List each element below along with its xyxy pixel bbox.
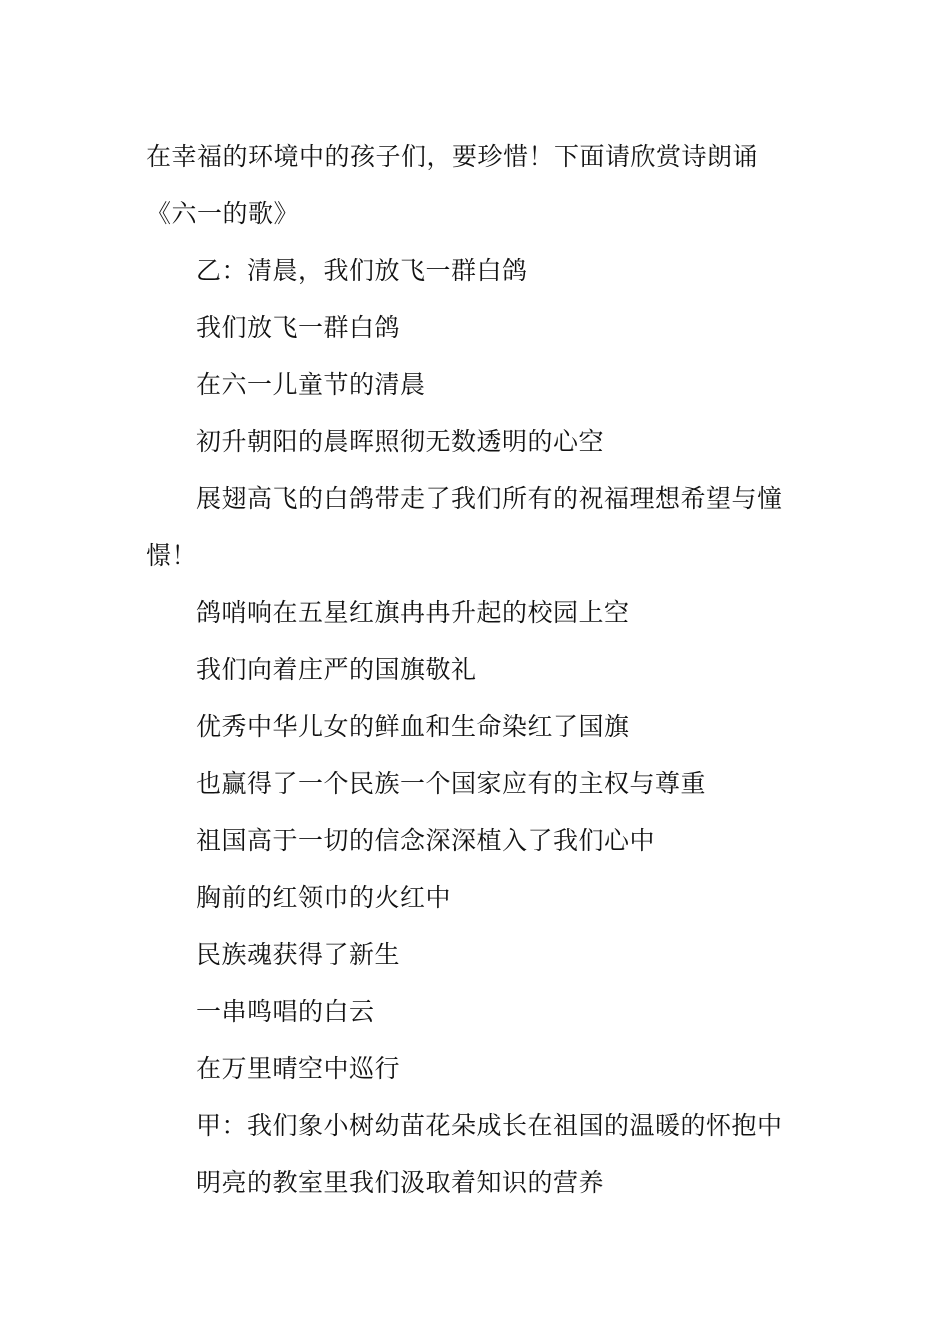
text-line: 憬！ [146,541,198,570]
text-line: 我们放飞一群白鸽 [196,313,401,342]
text-line: 展翅高飞的白鸽带走了我们所有的祝福理想希望与憧 [196,484,783,513]
poem-title-line: 《六一的歌》 [146,199,300,228]
text-line: 初升朝阳的晨晖照彻无数透明的心空 [196,427,605,456]
text-line: 在幸福的环境中的孩子们，要珍惜！下面请欣赏诗朗诵 [146,142,759,171]
text-line: 甲：我们象小树幼苗花朵成长在祖国的温暖的怀抱中 [196,1111,783,1140]
text-line: 鸽哨响在五星红旗冉冉升起的校园上空 [196,598,630,627]
text-line: 明亮的教室里我们汲取着知识的营养 [196,1168,605,1197]
text-line: 也赢得了一个民族一个国家应有的主权与尊重 [196,769,707,798]
text-line: 祖国高于一切的信念深深植入了我们心中 [196,826,656,855]
text-line: 我们向着庄严的国旗敬礼 [196,655,477,684]
text-line: 一串鸣唱的白云 [196,997,375,1026]
text-line: 乙：清晨，我们放飞一群白鸽 [196,256,528,285]
text-line: 在万里晴空中巡行 [196,1054,401,1083]
document-body [146,128,810,1211]
text-line: 优秀中华儿女的鲜血和生命染红了国旗 [196,712,630,741]
text-line: 胸前的红领巾的火红中 [196,883,452,912]
text-line: 民族魂获得了新生 [196,940,401,969]
text-line: 在六一儿童节的清晨 [196,370,426,399]
